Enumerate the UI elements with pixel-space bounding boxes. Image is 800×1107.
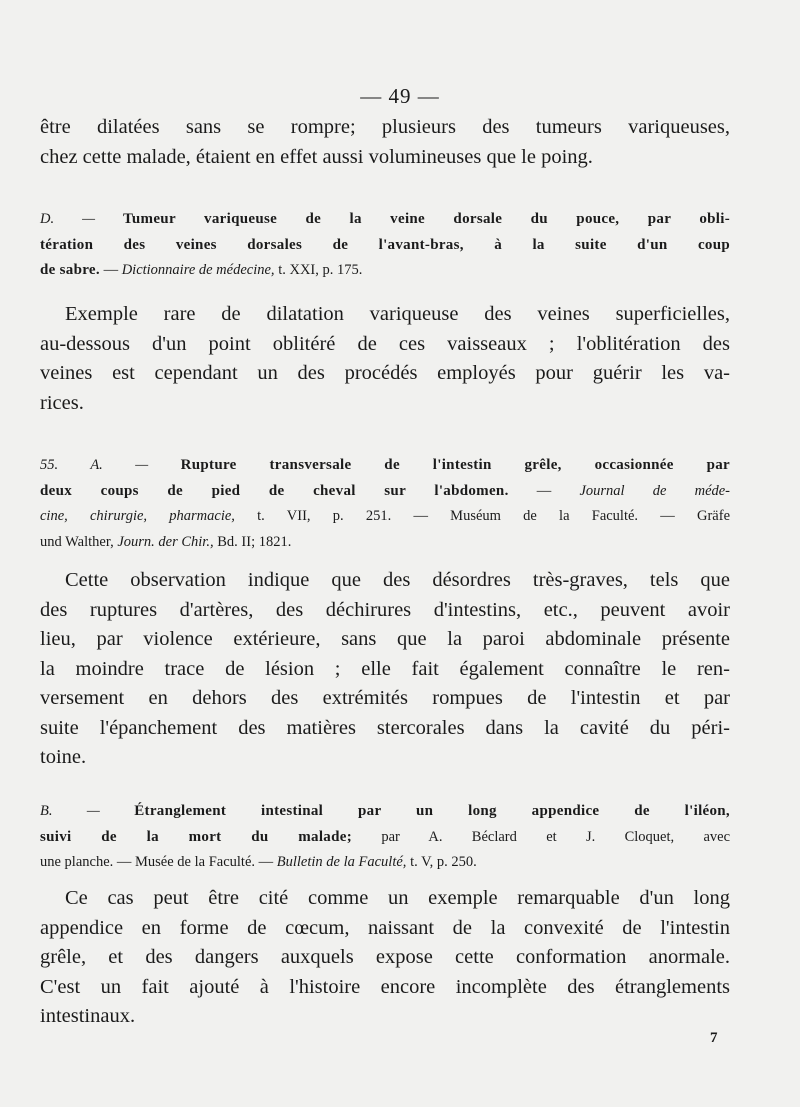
text-line: suite l'épanchement des matières stercorales dans la cavité du péri- [40,716,730,739]
ref-title: Rupture transversale de l'intestin grêle, occasionnée par [180,457,730,473]
text-line: Exemple rare de dilatation variqueuse des veines superficielles, [65,303,730,325]
ref-title: suivi de la mort du malade; [40,828,353,845]
ref-title: de sabre. [40,262,100,278]
text-line: la moindre trace de lésion ; elle fait également connaître le ren- [40,657,730,680]
ref-dash: — [536,482,552,499]
text-line: des ruptures d'artères, des déchirures d'intestins, etc., peuvent avoir [40,598,730,621]
ref-cite: une planche. — Musée de la Faculté. — [40,854,274,870]
ref-title: deux coups de pied de cheval sur l'abdomen. [40,482,509,499]
paragraph-d [40,300,730,418]
ref-cite: und Walther, [40,533,114,550]
ref-dash: — [103,262,119,278]
ref-cite: t. V, p. 250. [410,854,477,870]
text-line: Ce cas peut être cité comme un exemple remarquable d'un long [65,887,730,909]
text-line: intestinaux. [40,1005,136,1027]
continuation-paragraph [40,113,730,172]
ref-label: B. — [40,803,100,819]
text-line: appendice en forme de cœcum, naissant de la convexité de l'intestin [40,916,730,939]
ref-journal: Journal de méde- [579,482,731,499]
text-line: versement en dehors des extrémités rompues de l'intestin et par [40,687,730,709]
ref-journal: cine, chirurgie, pharmacie, [40,508,235,524]
ref-label: D. — [40,211,95,227]
ref-cite: t. VII, p. 251. — Muséum de la Faculté. — Gräfe [257,508,731,524]
reference-55a [40,453,730,555]
text-line: lieu, par violence extérieure, sans que la paroi abdominale présente [40,628,730,650]
paragraph-b [40,884,730,1032]
text-line: chez cette malade, étaient en effet aussi volumineuses que le poing. [40,145,593,168]
text-line: rices. [40,391,84,414]
paragraph-55a [40,566,730,773]
ref-label: 55. A. — [40,457,149,473]
text-line: grêle, et des dangers auxquels expose cette conformation anormale. [40,946,730,968]
ref-cite: t. XXI, p. 175. [278,262,363,278]
text-line: Cette observation indique que des désordres très-graves, tels que [65,569,730,591]
ref-journal: Journ. der Chir., [117,533,214,550]
text-line: être dilatées sans se rompre; plusieurs des tumeurs variqueuses, [40,116,730,138]
ref-cite: Bd. II; 1821. [217,533,292,550]
text-line: veines est cependant un des procédés employés pour guérir les va- [40,362,730,384]
ref-title: Étranglement intestinal par un long appendice de l'iléon, [134,803,730,819]
signature-mark: 7 [710,1030,718,1046]
text-line: C'est un fait ajouté à l'histoire encore incomplète des étranglements [40,975,730,998]
text-line: toine. [40,746,87,768]
text-line: au-dessous d'un point oblitéré de ces vaisseaux ; l'oblitération des [40,332,730,355]
reference-b [40,799,730,876]
page-number: — 49 — [360,84,440,108]
ref-authors: par A. Béclard et J. Cloquet, avec [381,828,730,845]
ref-source: Dictionnaire de médecine, [121,262,275,278]
ref-journal: Bulletin de la Faculté, [276,854,407,870]
reference-d [40,207,730,284]
ref-title: tération des veines dorsales de l'avant-bras, à la suite d'un coup [40,236,730,253]
ref-title: Tumeur variqueuse de la veine dorsale du pouce, par obli- [122,211,730,227]
